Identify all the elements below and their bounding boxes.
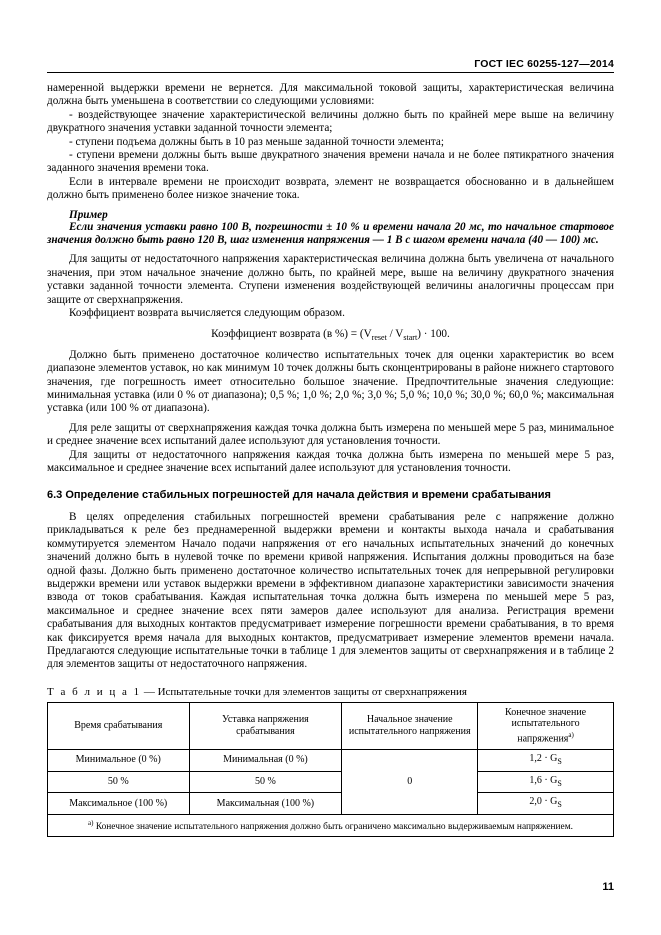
cell-end-1-sub: S xyxy=(557,756,562,766)
formula-reset-ratio xyxy=(47,328,614,342)
th-voltage-setting: Уставка напряжения срабатывания xyxy=(189,702,342,749)
table-header-row xyxy=(48,702,614,749)
cell-time-2: 50 % xyxy=(48,771,190,793)
cell-end-2 xyxy=(478,771,614,793)
section-paragraph-1: В целях определения стабильных погрешностей времени срабатывания реле с напряжение должно прикладываться к реле без преднамеренной выдержки времени и контакты выхода начала и срабатывания коммутируется элементом Начало подачи напряжения от его начальных испытательных значений до конечных значений должно быть в нулевой точке по времени кривой напряжения. Испытания должны проводиться на базе одной фазы. Должно быть применено достаточное количество испытательных точек для непрерывной регулировки выдержки времени или уставок выдержки времени в эффективном диапазоне характеристики зависимости значения взвода от токов срабатывания. Каждая испытательная точка должна быть измерена по меньшей мере 5 раз, максимальное и среднее значение всех пяти замеров далее используют для анализа. Регистрация времени срабатывания для выходных контактов предусматривает измерение погрешности времени срабатывания, в то время как фиксируется время начала для выходных контактов, предусматривает измерение элементов времени начала. Предлагаются следующие испытательные точки в таблице 1 для элементов защиты от сверхнапряжения и в таблице 2 для элементов защиты от недостаточного напряжения. xyxy=(47,510,614,671)
table-footnote-row xyxy=(48,814,614,837)
header-divider xyxy=(47,72,614,73)
cell-setting-3: Максимальная (100 %) xyxy=(189,793,342,815)
cell-setting-2: 50 % xyxy=(189,771,342,793)
formula-part-1: Коэффициент возврата (в %) = (V xyxy=(211,327,372,340)
table-footnote-marker: а) xyxy=(88,818,94,827)
cell-end-1-value: 1,2 · G xyxy=(529,752,558,764)
th-operate-time: Время срабатывания xyxy=(48,702,190,749)
table-row xyxy=(48,793,614,815)
th-end-value-footnote-marker: а) xyxy=(568,731,574,740)
formula-part-3: ) · 100. xyxy=(417,327,450,340)
example-label: Пример xyxy=(69,208,108,221)
paragraph-7: Коэффициент возврата вычисляется следующим образом. xyxy=(69,307,345,320)
table-1-caption xyxy=(47,686,614,698)
paragraph-6: Для защиты от недостаточного напряжения характеристическая величина должна быть увеличена от начального значения, при этом начальное значение должно быть, по крайней мере, выше на величину двукратного значения уставки заданной точности элемента. Ступени изменения воздействующей величины аналогичны процессам при защите от сверхнапряжения. xyxy=(47,253,614,306)
paragraph-4: - ступени времени должны быть выше двукратного значения времени начала и не более пятикратного значения заданного значения времени тока. xyxy=(47,149,614,175)
table-1-caption-prefix: Т а б л и ц а 1 xyxy=(47,685,142,698)
cell-start-value: 0 xyxy=(342,749,478,814)
cell-end-3-value: 2,0 · G xyxy=(529,796,558,808)
cell-time-1: Минимальное (0 %) xyxy=(48,749,190,771)
formula-subscript-reset: reset xyxy=(371,332,387,342)
cell-time-3: Максимальное (100 %) xyxy=(48,793,190,815)
page-number: 11 xyxy=(602,881,614,893)
table-footnote-text: Конечное значение испытательного напряжения должно быть ограничено максимально выдерживаемым напряжением. xyxy=(93,821,573,832)
table-footnote xyxy=(48,814,614,837)
table-1-caption-text: — Испытательные точки для элементов защиты от сверхнапряжения xyxy=(141,685,467,698)
paragraph-5: Если в интервале времени не происходит возврата, элемент не возвращается обоснованно и в дальнейшем должно быть применено более низкое значение тока. xyxy=(47,175,614,202)
paragraph-8: Должно быть применено достаточное количество испытательных точек для оценки характеристик во всем диапазоне элементов уставок, но как минимум 10 точек должны быть сконцентрированы в районе нижнего стартового значения, где погрешность имеет относительно большое значение. Предпочтительные значения следующие: минимальная уставка (или 0 % от диапазона); 0,5 %; 1,0 %; 2,0 %; 3,0 %; 5,0 %; 10,0 %; 30,0 %; 60,0 %; максимальная уставка (или 100 % от диапазона). xyxy=(47,348,614,415)
table-row xyxy=(48,749,614,771)
formula-part-2: / V xyxy=(386,327,404,340)
paragraph-10: Для защиты от недостаточного напряжения каждая точка должна быть измерена по меньшей мере 5 раз, максимальное и среднее значение всех испытаний далее используют для установления точности. xyxy=(47,448,614,474)
page-header: ГОСТ IEC 60255-127—2014 xyxy=(474,58,614,70)
cell-end-3 xyxy=(478,793,614,815)
th-end-value xyxy=(478,702,614,749)
example-text: Если значения уставки равно 100 В, погрешности ± 10 % и времени начала 20 мс, то начальное стартовое значения должно быть равно 120 В, шаг изменения напряжения — 1 В с шагом времени начала (40 — 100) мс. xyxy=(47,220,614,247)
cell-end-3-sub: S xyxy=(557,800,562,810)
paragraph-1: намеренной выдержки времени не вернется. Для максимальной токовой защиты, характеристическая величина должна быть уменьшена в соответствии со следующими условиями: xyxy=(47,82,614,108)
cell-setting-1: Минимальная (0 %) xyxy=(189,749,342,771)
section-heading-6-3: 6.3 Определение стабильных погрешностей для начала действия и времени срабатывания xyxy=(47,489,551,502)
paragraph-2: - воздействующее значение характеристической величины должно быть по крайней мере выше на величину двукратного значения уставки заданной точности элемента; xyxy=(47,108,614,135)
cell-end-2-sub: S xyxy=(557,778,562,788)
cell-end-1 xyxy=(478,749,614,771)
table-row xyxy=(48,771,614,793)
th-start-value: Начальное значение испытательного напряжения xyxy=(342,702,478,749)
paragraph-9: Для реле защиты от сверхнапряжения каждая точка должна быть измерена по меньшей мере 5 раз, минимальное и среднее значение всех испытаний далее используют для установления точности. xyxy=(47,421,614,448)
cell-end-2-value: 1,6 · G xyxy=(529,774,558,786)
th-end-value-label: Конечное значение испытательного напряжения xyxy=(505,706,587,745)
paragraph-3: - ступени подъема должны быть в 10 раз меньше заданной точности элемента; xyxy=(69,135,444,148)
formula-subscript-start: start xyxy=(403,332,418,342)
table-1 xyxy=(47,702,614,838)
